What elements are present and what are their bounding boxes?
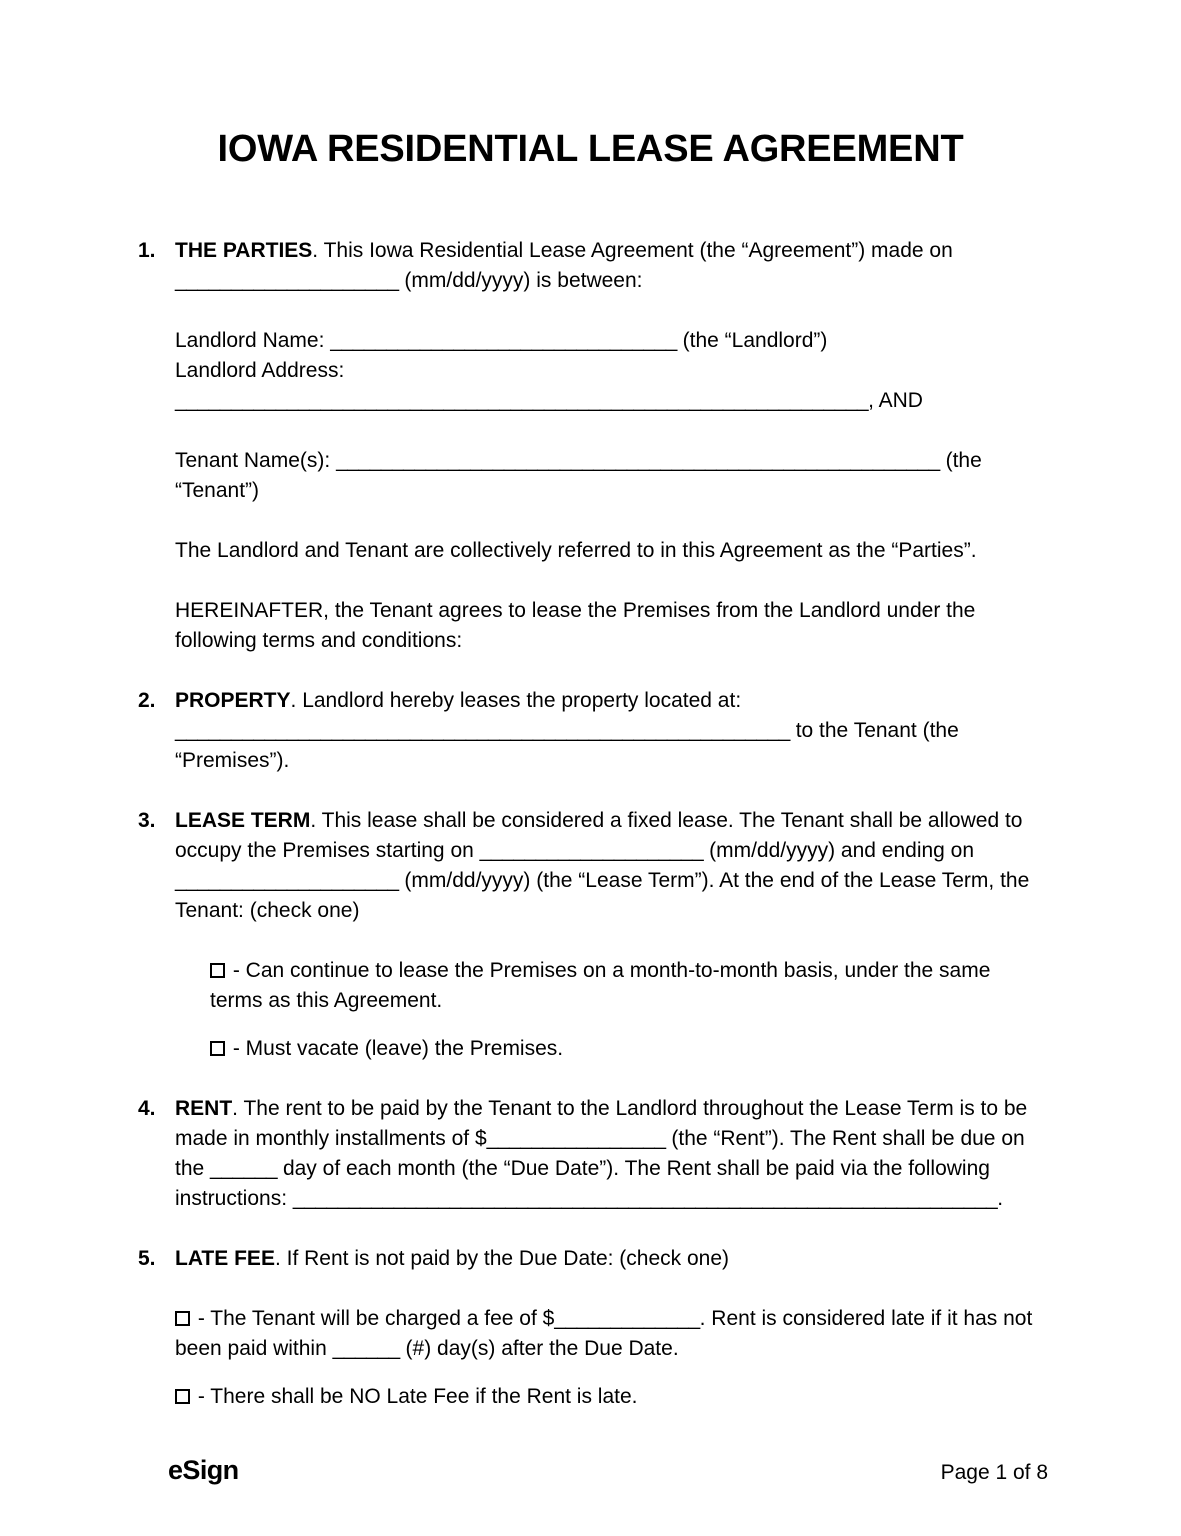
parties-date-format-text: (mm/dd/yyyy) is between: <box>398 269 643 292</box>
clause-heading-the-parties: THE PARTIES <box>175 239 313 262</box>
document-body <box>138 236 1048 1412</box>
page-title: IOWA RESIDENTIAL LEASE AGREEMENT <box>217 128 964 170</box>
tenant-name-suffix: (the “Tenant”) <box>175 449 982 502</box>
clause-property <box>138 686 1048 776</box>
tenant-name-blank[interactable]: ______________________________________________________ <box>336 449 940 472</box>
rent-due-day-blank[interactable]: ______ <box>210 1157 278 1180</box>
lease-term-text-3: (mm/dd/yyyy) (the “Lease Term”). At the end of the Lease Term, the Tenant: (check one) <box>175 869 1030 922</box>
clause-late-fee <box>138 1244 1048 1274</box>
rent-amount-blank[interactable]: ________________ <box>486 1127 666 1150</box>
landlord-name-blank[interactable]: _______________________________ <box>330 329 677 352</box>
late-fee-option-1-label-part1: - The Tenant will be charged a fee of $ <box>192 1307 555 1330</box>
landlord-name-label: Landlord Name: <box>175 329 331 352</box>
unchecked-checkbox-icon[interactable] <box>210 963 225 978</box>
rent-text-2: (the “Rent”). The Rent shall be due on the <box>175 1127 1025 1180</box>
lease-term-text-1: . This lease shall be considered a fixed lease. The Tenant shall be allowed to occupy the Premises starting on <box>175 809 1023 862</box>
landlord-name-row <box>175 326 1048 356</box>
property-intro-text: . Landlord hereby leases the property located at: <box>290 689 742 712</box>
landlord-address-row <box>175 356 1048 416</box>
unchecked-checkbox-icon[interactable] <box>210 1041 225 1056</box>
clause-number-3: 3. <box>138 809 156 832</box>
clause-heading-late-fee: LATE FEE <box>175 1247 275 1270</box>
parties-collective-text: The Landlord and Tenant are collectively referred to in this Agreement as the “Parties”. <box>175 539 977 562</box>
hereinafter-text: HEREINAFTER, the Tenant agrees to lease the Premises from the Landlord under the following terms and conditions: <box>175 599 976 652</box>
property-premises-text: to the Tenant (the “Premises”). <box>175 719 959 772</box>
late-fee-text-1: . If Rent is not paid by the Due Date: (check one) <box>274 1247 730 1270</box>
parties-date-blank[interactable]: ____________________ <box>175 269 399 292</box>
landlord-address-blank[interactable]: ______________________________________________________________ <box>175 389 869 412</box>
lease-term-option-month-to-month[interactable] <box>210 956 1048 1016</box>
late-fee-amount-blank[interactable]: _____________ <box>554 1307 700 1330</box>
rent-text-4: . <box>997 1187 1004 1210</box>
esign-logo: eSign <box>168 1455 239 1485</box>
lease-term-start-blank[interactable]: ____________________ <box>479 839 704 862</box>
landlord-name-suffix: (the “Landlord”) <box>676 329 828 352</box>
lease-term-option-must-vacate[interactable] <box>210 1034 1048 1064</box>
unchecked-checkbox-icon[interactable] <box>175 1311 190 1326</box>
late-fee-option-charge-fee[interactable] <box>175 1304 1048 1364</box>
property-address-blank[interactable]: _______________________________________________________ <box>175 719 790 742</box>
rent-instructions-blank[interactable]: _______________________________________________________________ <box>292 1187 998 1210</box>
page-number: Page 1 of 8 <box>940 1461 1048 1484</box>
late-fee-option-no-fee[interactable] <box>175 1382 1048 1412</box>
rent-text-3: day of each month (the “Due Date”). The Rent shall be paid via the following instructions: <box>175 1157 990 1210</box>
lease-term-option-1-label: - Can continue to lease the Premises on a month-to-month basis, under the same terms as this Agreement. <box>210 959 991 1012</box>
rent-text-1: . The rent to be paid by the Tenant to the Landlord throughout the Lease Term is to be made in monthly installments of $ <box>175 1097 1028 1150</box>
clause-number-5: 5. <box>138 1247 156 1270</box>
clause-lease-term <box>138 806 1048 926</box>
clause-heading-property: PROPERTY <box>175 689 291 712</box>
landlord-address-suffix: , AND <box>868 389 923 412</box>
clause-rent <box>138 1094 1048 1214</box>
unchecked-checkbox-icon[interactable] <box>175 1389 190 1404</box>
late-fee-option-1-label-part2: . Rent is considered late if it has not been paid within <box>175 1307 1033 1360</box>
clause-heading-rent: RENT <box>175 1097 233 1120</box>
tenant-name-row <box>175 446 1048 506</box>
parties-intro-text: . This Iowa Residential Lease Agreement (the “Agreement”) made on <box>312 239 953 262</box>
clause-number-2: 2. <box>138 689 156 712</box>
lease-term-end-blank[interactable]: ____________________ <box>175 869 399 892</box>
clause-number-4: 4. <box>138 1097 156 1120</box>
clause-heading-lease-term: LEASE TERM <box>175 809 311 832</box>
page-footer <box>168 1455 1048 1486</box>
tenant-name-label: Tenant Name(s): <box>175 449 337 472</box>
lease-term-option-2-label: - Must vacate (leave) the Premises. <box>227 1037 564 1060</box>
clause-number-1: 1. <box>138 239 156 262</box>
late-fee-grace-days-blank[interactable]: ______ <box>332 1337 400 1360</box>
clause-the-parties <box>138 236 1048 296</box>
lease-term-text-2: (mm/dd/yyyy) and ending on <box>703 839 975 862</box>
landlord-address-label: Landlord Address: <box>175 359 345 382</box>
late-fee-option-1-label-part3: (#) day(s) after the Due Date. <box>399 1337 679 1360</box>
late-fee-option-2-label: - There shall be NO Late Fee if the Rent is late. <box>192 1385 638 1408</box>
